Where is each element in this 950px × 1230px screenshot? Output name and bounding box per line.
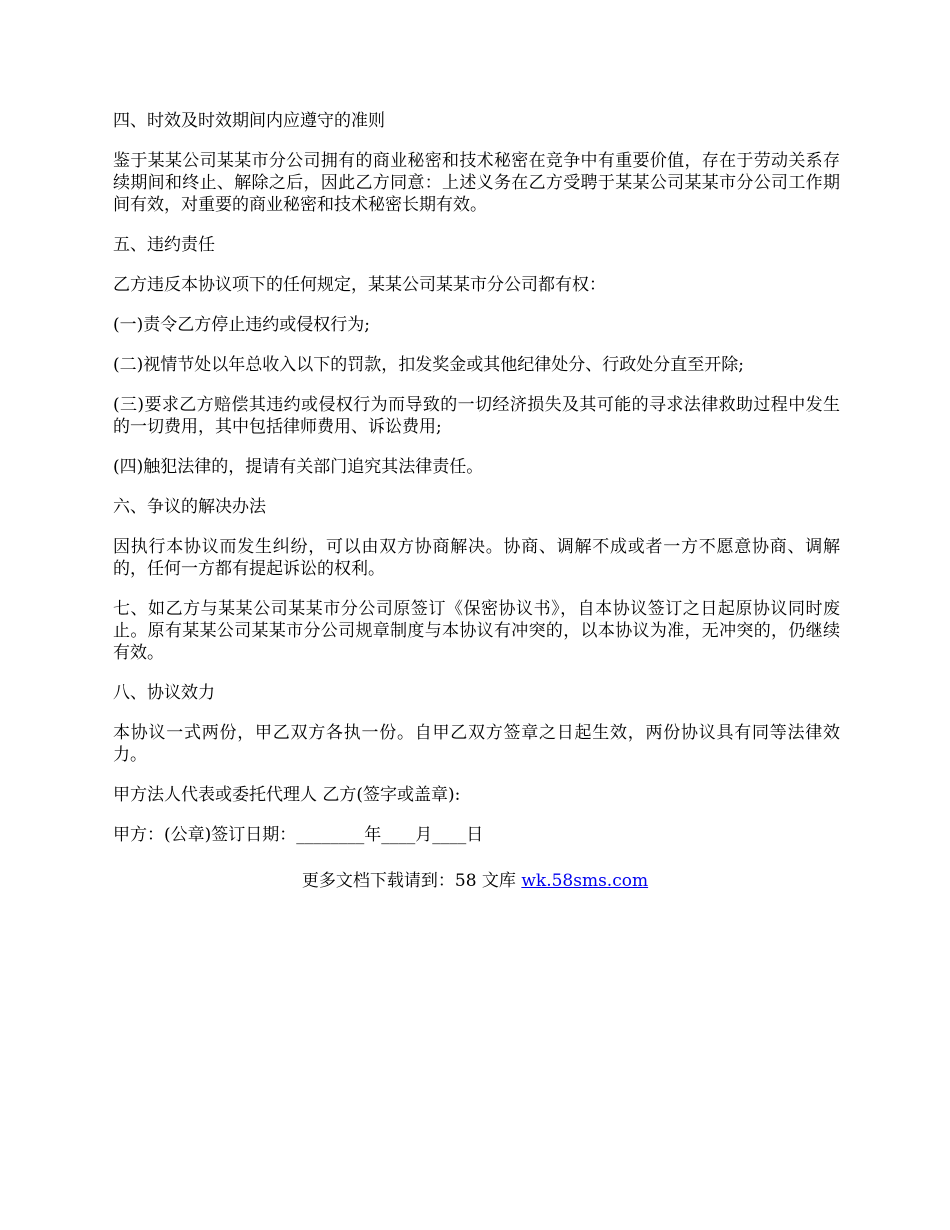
footer-link[interactable]: wk.58sms.com bbox=[521, 871, 649, 891]
footer bbox=[0, 870, 950, 892]
section-heading-8: 八、协议效力 bbox=[113, 683, 215, 703]
list-item-4: (四)触犯法律的，提请有关部门追究其法律责任。 bbox=[113, 457, 484, 477]
signature-line: 甲方法人代表或委托代理人 乙方(签字或盖章): bbox=[113, 785, 461, 805]
list-item-1: (一)责令乙方停止违约或侵权行为; bbox=[113, 315, 370, 335]
date-line: 甲方：(公章)签订日期：________年____月____日 bbox=[113, 825, 484, 845]
list-item-2: (二)视情节处以年总收入以下的罚款，扣发奖金或其他纪律处分、行政处分直至开除; bbox=[113, 355, 744, 375]
paragraph-breach-intro: 乙方违反本协议项下的任何规定，某某公司某某市分公司都有权： bbox=[113, 275, 606, 295]
document-body bbox=[113, 110, 840, 864]
footer-text: 更多文档下载请到：58 文库 bbox=[301, 871, 522, 891]
paragraph-dispute: 因执行本协议而发生纠纷，可以由双方协商解决。协商、调解不成或者一方不愿意协商、调解的，任何一方都有提起诉讼的权利。 bbox=[113, 537, 840, 579]
section-heading-6: 六、争议的解决办法 bbox=[113, 497, 266, 517]
section-7-paragraph: 七、如乙方与某某公司某某市分公司原签订《保密协议书》，自本协议签订之日起原协议同时废止。原有某某公司某某市分公司规章制度与本协议有冲突的，以本协议为准，无冲突的，仍继续有效。 bbox=[113, 599, 840, 663]
section-heading-4: 四、时效及时效期间内应遵守的准则 bbox=[113, 111, 385, 131]
list-item-3: (三)要求乙方赔偿其违约或侵权行为而导致的一切经济损失及其可能的寻求法律救助过程中发生的一切费用，其中包括律师费用、诉讼费用; bbox=[113, 395, 840, 437]
paragraph-effect: 本协议一式两份，甲乙双方各执一份。自甲乙双方签章之日起生效，两份协议具有同等法律效力。 bbox=[113, 723, 840, 765]
paragraph-validity: 鉴于某某公司某某市分公司拥有的商业秘密和技术秘密在竞争中有重要价值，存在于劳动关系存续期间和终止、解除之后，因此乙方同意：上述义务在乙方受聘于某某公司某某市分公司工作期间有效，对重要的商业秘密和技术秘密长期有效。 bbox=[113, 151, 840, 215]
section-heading-5: 五、违约责任 bbox=[113, 235, 215, 255]
